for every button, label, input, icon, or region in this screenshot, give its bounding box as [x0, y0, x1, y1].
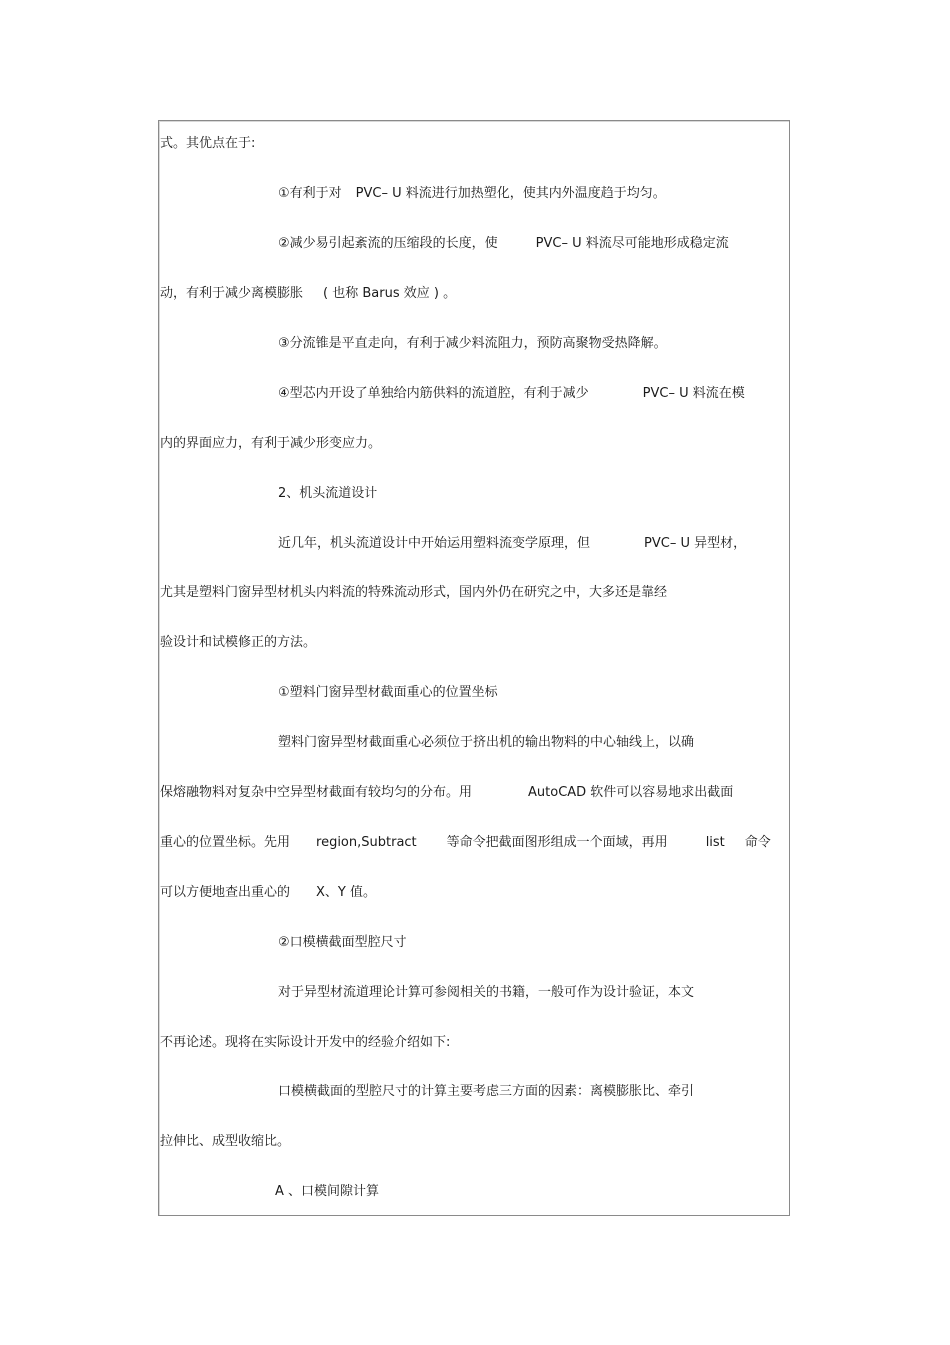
text-segment: 等命令把截面图形组成一个面域，再用 — [446, 835, 668, 850]
text-line — [160, 784, 733, 802]
text-line: 式。其优点在于: — [160, 136, 256, 151]
text-line — [160, 285, 456, 303]
text-segment: PVC– U 料流进行加热塑化，使其内外温度趋于均匀。 — [355, 186, 666, 201]
text-line — [278, 185, 666, 203]
text-segment: ①有利于对 — [278, 186, 342, 201]
text-line: 不再论述。现将在实际设计开发中的经验介绍如下: — [160, 1035, 451, 1050]
text-line: 验设计和试模修正的方法。 — [160, 635, 317, 650]
text-segment: PVC– U 料流在模 — [642, 386, 745, 401]
text-segment: AutoCAD 软件可以容易地求出截面 — [528, 785, 734, 800]
text-line — [160, 884, 376, 902]
text-segment: 动，有利于减少离模膨胀 — [160, 286, 304, 301]
text-line: 口模横截面的型腔尺寸的计算主要考虑三方面的因素：离模膨胀比、牵引 — [278, 1084, 695, 1099]
text-segment: X、Y 值。 — [316, 885, 376, 900]
text-segment: 近几年，机头流道设计中开始运用塑料流变学原理，但 — [278, 536, 591, 551]
text-segment: ( 也称 Barus 效应 ) 。 — [323, 286, 457, 301]
text-line — [278, 535, 746, 553]
text-line: ②口模横截面型腔尺寸 — [278, 935, 407, 950]
text-line: ①塑料门窗异型材截面重心的位置坐标 — [278, 685, 498, 700]
text-line: ③分流锥是平直走向，有利于减少料流阻力，预防高聚物受热降解。 — [278, 336, 667, 351]
text-segment: region,Subtract — [316, 835, 417, 850]
text-line — [278, 385, 745, 403]
text-segment: PVC– U 料流尽可能地形成稳定流 — [535, 236, 729, 251]
text-line: A 、口模间隙计算 — [275, 1184, 380, 1199]
text-segment: ②减少易引起紊流的压缩段的长度，使 — [278, 236, 498, 251]
text-segment: list — [705, 835, 725, 850]
text-segment: 重心的位置坐标。先用 — [160, 835, 291, 850]
text-segment: 可以方便地查出重心的 — [160, 885, 291, 900]
text-segment: ④型芯内开设了单独给内筋供料的流道腔，有利于减少 — [278, 386, 589, 401]
text-line: 2、机头流道设计 — [278, 486, 378, 501]
text-line: 拉伸比、成型收缩比。 — [160, 1134, 291, 1149]
text-segment: 命令 — [744, 835, 771, 850]
text-line: 对于异型材流道理论计算可参阅相关的书籍，一般可作为设计验证，本文 — [278, 985, 695, 1000]
text-segment: 保熔融物料对复杂中空异型材截面有较均匀的分布。用 — [160, 785, 473, 800]
text-segment: PVC– U 异型材， — [644, 536, 747, 551]
text-line: 尤其是塑料门窗异型材机头内料流的特殊流动形式，国内外仍在研究之中，大多还是靠经 — [160, 585, 668, 600]
text-line — [160, 834, 771, 852]
text-line: 塑料门窗异型材截面重心必须位于挤出机的输出物料的中心轴线上，以确 — [278, 735, 695, 750]
text-line — [278, 235, 729, 253]
text-line: 内的界面应力，有利于减少形变应力。 — [160, 436, 382, 451]
